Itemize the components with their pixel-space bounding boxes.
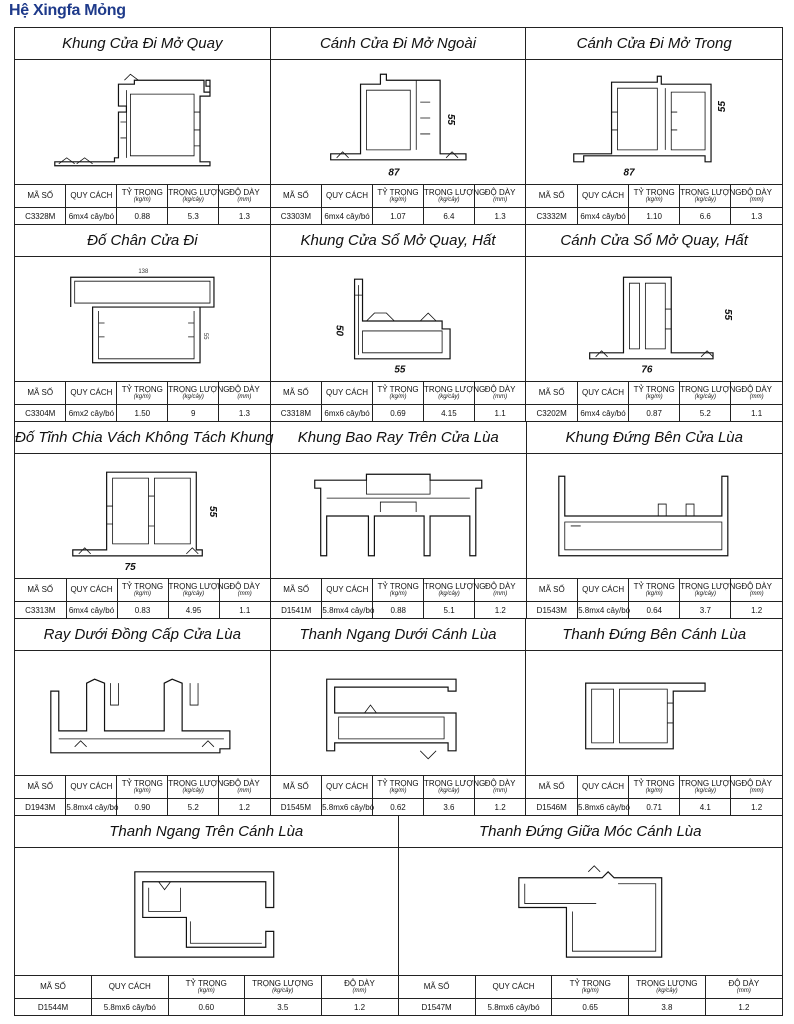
header-ty-trong: TỶ TRỌNG (kg/m) <box>117 776 168 799</box>
ty-trong-value: 0.88 <box>117 208 168 225</box>
do-day-value: 1.2 <box>705 999 782 1016</box>
header-do-day: ĐỘ DÀY (mm) <box>474 776 525 799</box>
window-frame-profile-icon <box>271 257 526 381</box>
header-quy-cach: QUY CÁCH <box>322 579 373 602</box>
sliding-top-track-profile-icon <box>271 454 526 578</box>
do-day-value: 1.2 <box>731 602 782 619</box>
profile-title: Khung Cửa Đi Mở Quay <box>15 28 270 60</box>
header-do-day: ĐỘ DÀY (mm) <box>219 185 270 208</box>
profile-title: Thanh Đứng Giữa Móc Cánh Lùa <box>399 816 783 848</box>
trong-luong-value: 3.6 <box>423 799 474 816</box>
quy-cach-value: 5.8mx6 cây/bó <box>577 799 628 816</box>
profile-title: Thanh Đứng Bên Cánh Lùa <box>526 619 782 651</box>
profile-card <box>15 619 271 816</box>
header-quy-cach: QUY CÁCH <box>578 579 629 602</box>
header-ma-so: MÃ SỐ <box>271 185 322 208</box>
header-do-day: ĐỘ DÀY (mm) <box>219 579 270 602</box>
quy-cach-value: 5.8mx6 cây/bó <box>475 999 552 1016</box>
ma-so-value: C3332M <box>526 208 577 225</box>
profile-card <box>15 28 271 225</box>
quy-cach-value: 6mx4 cây/bó <box>66 208 117 225</box>
dimension-label: 87 <box>623 167 635 179</box>
header-ma-so: MÃ SỐ <box>15 776 66 799</box>
header-do-day: ĐỘ DÀY (mm) <box>474 382 525 405</box>
header-quy-cach: QUY CÁCH <box>577 185 628 208</box>
quy-cach-value: 5.8mx6 cây/bó <box>322 799 373 816</box>
header-ma-so: MÃ SỐ <box>526 776 577 799</box>
header-quy-cach: QUY CÁCH <box>322 382 373 405</box>
header-trong-luong: TRỌNG LƯỢNG (kg/cây) <box>680 776 731 799</box>
header-ma-so: MÃ SỐ <box>271 776 322 799</box>
header-ma-so: MÃ SỐ <box>15 382 66 405</box>
profile-title: Thanh Ngang Trên Cánh Lùa <box>15 816 398 848</box>
header-do-day: ĐỘ DÀY (mm) <box>705 976 782 999</box>
trong-luong-value: 9 <box>168 405 219 422</box>
mullion-profile-icon <box>15 454 270 578</box>
profile-card <box>271 422 527 619</box>
profile-card <box>526 619 783 816</box>
ma-so-value: C3328M <box>15 208 66 225</box>
ty-trong-value: 0.83 <box>117 602 168 619</box>
ty-trong-value: 0.62 <box>373 799 424 816</box>
header-ty-trong: TỶ TRỌNG (kg/m) <box>117 382 168 405</box>
profile-title: Cánh Cửa Sổ Mở Quay, Hất <box>526 225 782 257</box>
ma-so-value: D1544M <box>15 999 92 1016</box>
trong-luong-value: 6.6 <box>680 208 731 225</box>
sliding-bottom-track-profile-icon <box>15 651 270 775</box>
header-ty-trong: TỶ TRỌNG (kg/m) <box>117 579 168 602</box>
catalog-row <box>14 816 783 1016</box>
trong-luong-value: 5.1 <box>424 602 475 619</box>
header-do-day: ĐỘ DÀY (mm) <box>474 185 525 208</box>
ty-trong-value: 0.87 <box>629 405 680 422</box>
trong-luong-value: 3.8 <box>629 999 706 1016</box>
header-ma-so: MÃ SỐ <box>526 382 577 405</box>
ma-so-value: C3303M <box>271 208 322 225</box>
dimension-label: 76 <box>641 364 653 376</box>
dimension-label: 55 <box>202 332 209 340</box>
sliding-sash-top-rail-profile-icon <box>15 848 398 975</box>
profile-card <box>526 225 783 422</box>
do-day-value: 1.2 <box>321 999 398 1016</box>
dimension-label: 55 <box>444 114 456 126</box>
dimension-label: 87 <box>388 167 400 179</box>
ma-so-value: D1547M <box>399 999 476 1016</box>
header-ma-so: MÃ SỐ <box>15 185 66 208</box>
header-trong-luong: TRỌNG LƯỢNG (kg/cây) <box>629 976 706 999</box>
ma-so-value: D1943M <box>15 799 66 816</box>
do-day-value: 1.2 <box>731 799 782 816</box>
profile-title: Khung Đứng Bên Cửa Lùa <box>527 422 783 454</box>
profile-card <box>399 816 784 1016</box>
header-trong-luong: TRỌNG LƯỢNG (kg/cây) <box>245 976 322 999</box>
header-quy-cach: QUY CÁCH <box>66 579 117 602</box>
sliding-interlock-stile-profile-icon <box>399 848 783 975</box>
do-day-value: 1.2 <box>219 799 270 816</box>
header-trong-luong: TRỌNG LƯỢNG (kg/cây) <box>680 382 731 405</box>
profile-card <box>15 422 274 619</box>
profile-title: Ray Dưới Đồng Cấp Cửa Lùa <box>15 619 270 651</box>
ty-trong-value: 1.10 <box>629 208 680 225</box>
ma-so-value: C3202M <box>526 405 577 422</box>
do-day-value: 1.3 <box>219 208 270 225</box>
header-quy-cach: QUY CÁCH <box>475 976 552 999</box>
dimension-label: 55 <box>207 506 219 518</box>
dimension-label: 55 <box>722 309 734 321</box>
header-do-day: ĐỘ DÀY (mm) <box>219 382 270 405</box>
profile-card <box>15 225 271 422</box>
quy-cach-value: 6mx6 cây/bó <box>322 405 373 422</box>
header-trong-luong: TRỌNG LƯỢNG (kg/cây) <box>680 185 731 208</box>
catalog-row <box>14 619 783 816</box>
header-ty-trong: TỶ TRỌNG (kg/m) <box>629 579 680 602</box>
dimension-label: 138 <box>138 269 149 276</box>
quy-cach-value: 5.8mx4 cây/bó <box>66 799 117 816</box>
header-ma-so: MÃ SỐ <box>527 579 578 602</box>
trong-luong-value: 3.5 <box>245 999 322 1016</box>
header-quy-cach: QUY CÁCH <box>322 185 373 208</box>
quy-cach-value: 5.8mx4 cây/bó <box>322 602 373 619</box>
header-trong-luong: TRỌNG LƯỢNG (kg/cây) <box>168 776 219 799</box>
header-ma-so: MÃ SỐ <box>399 976 476 999</box>
trong-luong-value: 5.2 <box>680 405 731 422</box>
do-day-value: 1.1 <box>731 405 782 422</box>
header-do-day: ĐỘ DÀY (mm) <box>321 976 398 999</box>
door-frame-profile-icon <box>15 60 270 184</box>
trong-luong-value: 5.2 <box>168 799 219 816</box>
ma-so-value: D1546M <box>526 799 577 816</box>
ty-trong-value: 1.50 <box>117 405 168 422</box>
header-ty-trong: TỶ TRỌNG (kg/m) <box>373 579 424 602</box>
do-day-value: 1.1 <box>219 602 270 619</box>
header-ty-trong: TỶ TRỌNG (kg/m) <box>629 382 680 405</box>
dimension-label: 75 <box>124 561 136 573</box>
ma-so-value: D1543M <box>527 602 578 619</box>
header-ma-so: MÃ SỐ <box>15 976 92 999</box>
ma-so-value: C3304M <box>15 405 66 422</box>
header-ty-trong: TỶ TRỌNG (kg/m) <box>117 185 168 208</box>
header-do-day: ĐỘ DÀY (mm) <box>731 579 782 602</box>
catalog-row <box>14 225 783 422</box>
profile-title: Khung Bao Ray Trên Cửa Lùa <box>271 422 526 454</box>
catalog-row <box>14 27 783 225</box>
ty-trong-value: 0.90 <box>117 799 168 816</box>
ty-trong-value: 0.71 <box>629 799 680 816</box>
header-do-day: ĐỘ DÀY (mm) <box>731 185 782 208</box>
quy-cach-value: 6mx4 cây/bó <box>577 405 628 422</box>
header-ty-trong: TỶ TRỌNG (kg/m) <box>629 776 680 799</box>
header-trong-luong: TRỌNG LƯỢNG (kg/cây) <box>168 579 219 602</box>
sliding-sash-side-stile-profile-icon <box>526 651 782 775</box>
header-ty-trong: TỶ TRỌNG (kg/m) <box>373 185 424 208</box>
profile-card <box>526 28 783 225</box>
quy-cach-value: 6mx2 cây/bó <box>66 405 117 422</box>
quy-cach-value: 6mx4 cây/bó <box>66 602 117 619</box>
header-trong-luong: TRỌNG LƯỢNG (kg/cây) <box>423 185 474 208</box>
header-ty-trong: TỶ TRỌNG (kg/m) <box>629 185 680 208</box>
do-day-value: 1.2 <box>475 602 526 619</box>
header-quy-cach: QUY CÁCH <box>66 185 117 208</box>
header-quy-cach: QUY CÁCH <box>92 976 169 999</box>
trong-luong-value: 6.4 <box>423 208 474 225</box>
quy-cach-value: 6mx4 cây/bó <box>322 208 373 225</box>
do-day-value: 1.3 <box>731 208 782 225</box>
ma-so-value: C3318M <box>271 405 322 422</box>
header-ty-trong: TỶ TRỌNG (kg/m) <box>168 976 245 999</box>
profile-catalog-grid <box>14 27 783 1016</box>
header-ma-so: MÃ SỐ <box>271 579 322 602</box>
header-trong-luong: TRỌNG LƯỢNG (kg/cây) <box>168 382 219 405</box>
header-ty-trong: TỶ TRỌNG (kg/m) <box>552 976 629 999</box>
quy-cach-value: 6mx4 cây/bó <box>577 208 628 225</box>
profile-title: Cánh Cửa Đi Mở Trong <box>526 28 782 60</box>
trong-luong-value: 3.7 <box>680 602 731 619</box>
sliding-sash-bottom-rail-profile-icon <box>271 651 526 775</box>
trong-luong-value: 5.3 <box>168 208 219 225</box>
header-do-day: ĐỘ DÀY (mm) <box>731 382 782 405</box>
profile-card <box>271 225 527 422</box>
profile-card <box>15 816 399 1016</box>
dimension-label: 55 <box>394 364 406 376</box>
door-bottom-rail-profile-icon <box>15 257 270 381</box>
header-ma-so: MÃ SỐ <box>15 579 66 602</box>
profile-title: Cánh Cửa Đi Mở Ngoài <box>271 28 526 60</box>
ty-trong-value: 0.65 <box>552 999 629 1016</box>
sliding-side-jamb-profile-icon <box>527 454 783 578</box>
ma-so-value: C3313M <box>15 602 66 619</box>
page-title: Hệ Xingfa Mỏng <box>9 2 126 19</box>
quy-cach-value: 5.8mx4 cây/bó <box>578 602 629 619</box>
header-ty-trong: TỶ TRỌNG (kg/m) <box>373 776 424 799</box>
trong-luong-value: 4.95 <box>168 602 219 619</box>
header-trong-luong: TRỌNG LƯỢNG (kg/cây) <box>168 185 219 208</box>
profile-card <box>271 619 527 816</box>
header-ma-so: MÃ SỐ <box>271 382 322 405</box>
door-sash-outward-profile-icon <box>271 60 526 184</box>
dimension-label: 55 <box>717 100 729 113</box>
profile-card <box>527 422 784 619</box>
ma-so-value: D1541M <box>271 602 322 619</box>
header-quy-cach: QUY CÁCH <box>322 776 373 799</box>
ty-trong-value: 0.60 <box>168 999 245 1016</box>
do-day-value: 1.1 <box>474 405 525 422</box>
catalog-row <box>14 422 783 619</box>
header-trong-luong: TRỌNG LƯỢNG (kg/cây) <box>680 579 731 602</box>
do-day-value: 1.3 <box>219 405 270 422</box>
quy-cach-value: 5.8mx6 cây/bó <box>92 999 169 1016</box>
trong-luong-value: 4.15 <box>423 405 474 422</box>
header-quy-cach: QUY CÁCH <box>577 382 628 405</box>
profile-title: Đố Tĩnh Chia Vách Không Tách Khung <box>15 422 270 454</box>
header-trong-luong: TRỌNG LƯỢNG (kg/cây) <box>423 776 474 799</box>
header-do-day: ĐỘ DÀY (mm) <box>219 776 270 799</box>
header-ma-so: MÃ SỐ <box>526 185 577 208</box>
profile-title: Thanh Ngang Dưới Cánh Lùa <box>271 619 526 651</box>
ty-trong-value: 0.88 <box>373 602 424 619</box>
ty-trong-value: 0.69 <box>373 405 424 422</box>
header-trong-luong: TRỌNG LƯỢNG (kg/cây) <box>424 579 475 602</box>
header-do-day: ĐỘ DÀY (mm) <box>475 579 526 602</box>
window-sash-profile-icon <box>526 257 782 381</box>
do-day-value: 1.3 <box>474 208 525 225</box>
header-quy-cach: QUY CÁCH <box>577 776 628 799</box>
header-quy-cach: QUY CÁCH <box>66 382 117 405</box>
ty-trong-value: 0.64 <box>629 602 680 619</box>
door-sash-inward-profile-icon <box>526 60 782 184</box>
header-trong-luong: TRỌNG LƯỢNG (kg/cây) <box>423 382 474 405</box>
profile-title: Đố Chân Cửa Đi <box>15 225 270 257</box>
profile-title: Khung Cửa Sổ Mở Quay, Hất <box>271 225 526 257</box>
profile-card <box>271 28 527 225</box>
trong-luong-value: 4.1 <box>680 799 731 816</box>
header-ty-trong: TỶ TRỌNG (kg/m) <box>373 382 424 405</box>
ty-trong-value: 1.07 <box>373 208 424 225</box>
ma-so-value: D1545M <box>271 799 322 816</box>
header-do-day: ĐỘ DÀY (mm) <box>731 776 782 799</box>
header-quy-cach: QUY CÁCH <box>66 776 117 799</box>
do-day-value: 1.2 <box>474 799 525 816</box>
dimension-label: 50 <box>333 324 345 337</box>
